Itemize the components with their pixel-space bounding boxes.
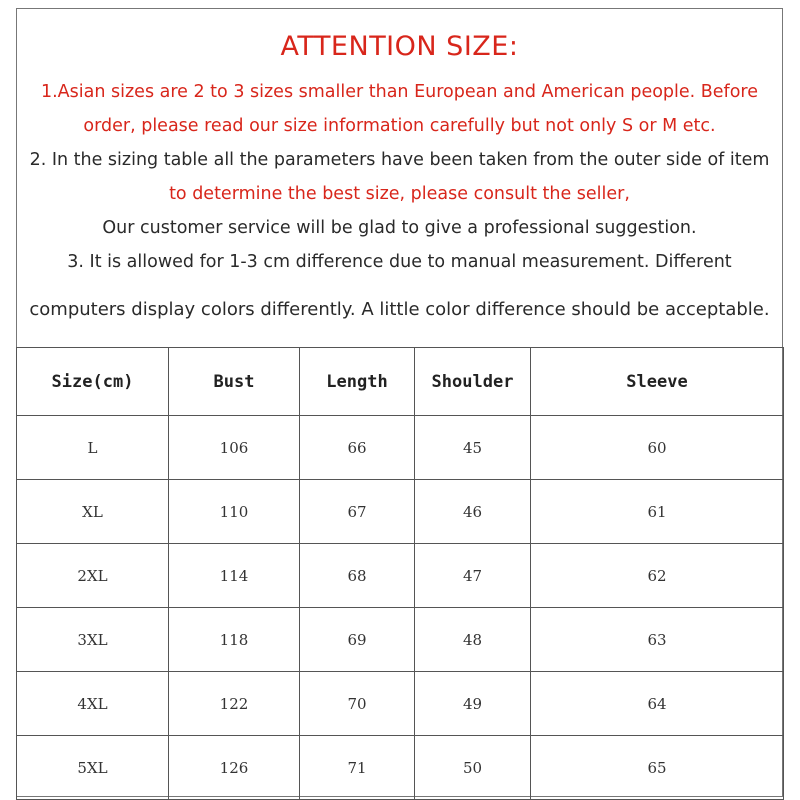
cell-shoulder: 50: [415, 736, 531, 800]
notice-line-4: to determine the best size, please consult the seller,: [169, 184, 630, 204]
cell-size: 5XL: [17, 736, 169, 800]
cell-sleeve: 65: [531, 736, 784, 800]
cell-sleeve: 64: [531, 672, 784, 736]
header-size: Size(cm): [17, 348, 169, 416]
cell-shoulder: 49: [415, 672, 531, 736]
cell-sleeve: 62: [531, 544, 784, 608]
cell-size: 4XL: [17, 672, 169, 736]
cell-bust: 118: [169, 608, 300, 672]
cell-length: 66: [300, 416, 415, 480]
header-sleeve: Sleeve: [531, 348, 784, 416]
cell-length: 67: [300, 480, 415, 544]
table-row: [17, 544, 784, 608]
cell-shoulder: 46: [415, 480, 531, 544]
size-table: [16, 347, 784, 800]
notice-line-7: computers display colors differently. A little color difference should be acceptable.: [29, 299, 770, 320]
table-header-row: [17, 348, 784, 416]
table-row: [17, 416, 784, 480]
cell-shoulder: 45: [415, 416, 531, 480]
cell-bust: 126: [169, 736, 300, 800]
cell-bust: 114: [169, 544, 300, 608]
cell-size: 3XL: [17, 608, 169, 672]
cell-sleeve: 60: [531, 416, 784, 480]
header-length: Length: [300, 348, 415, 416]
header-shoulder: Shoulder: [415, 348, 531, 416]
table-row: [17, 736, 784, 800]
cell-sleeve: 63: [531, 608, 784, 672]
cell-size: XL: [17, 480, 169, 544]
notice-line-3: 2. In the sizing table all the parameters have been taken from the outer side of item: [29, 150, 770, 170]
notice-title: ATTENTION SIZE:: [280, 31, 519, 62]
notice-line-1: 1.Asian sizes are 2 to 3 sizes smaller than European and American people. Before: [40, 82, 758, 102]
header-bust: Bust: [169, 348, 300, 416]
notice-line-2: order, please read our size information carefully but not only S or M etc.: [83, 116, 716, 136]
notice-line-5: Our customer service will be glad to give a professional suggestion.: [102, 218, 697, 238]
cell-length: 70: [300, 672, 415, 736]
cell-bust: 106: [169, 416, 300, 480]
size-chart-card: [16, 8, 783, 797]
attention-notice: [17, 9, 782, 347]
table-row: [17, 672, 784, 736]
table-row: [17, 480, 784, 544]
cell-length: 69: [300, 608, 415, 672]
cell-length: 68: [300, 544, 415, 608]
cell-length: 71: [300, 736, 415, 800]
cell-bust: 110: [169, 480, 300, 544]
cell-size: L: [17, 416, 169, 480]
cell-shoulder: 48: [415, 608, 531, 672]
cell-size: 2XL: [17, 544, 169, 608]
cell-shoulder: 47: [415, 544, 531, 608]
cell-bust: 122: [169, 672, 300, 736]
notice-line-6: 3. It is allowed for 1-3 cm difference due to manual measurement. Different: [67, 252, 732, 272]
table-row: [17, 608, 784, 672]
cell-sleeve: 61: [531, 480, 784, 544]
